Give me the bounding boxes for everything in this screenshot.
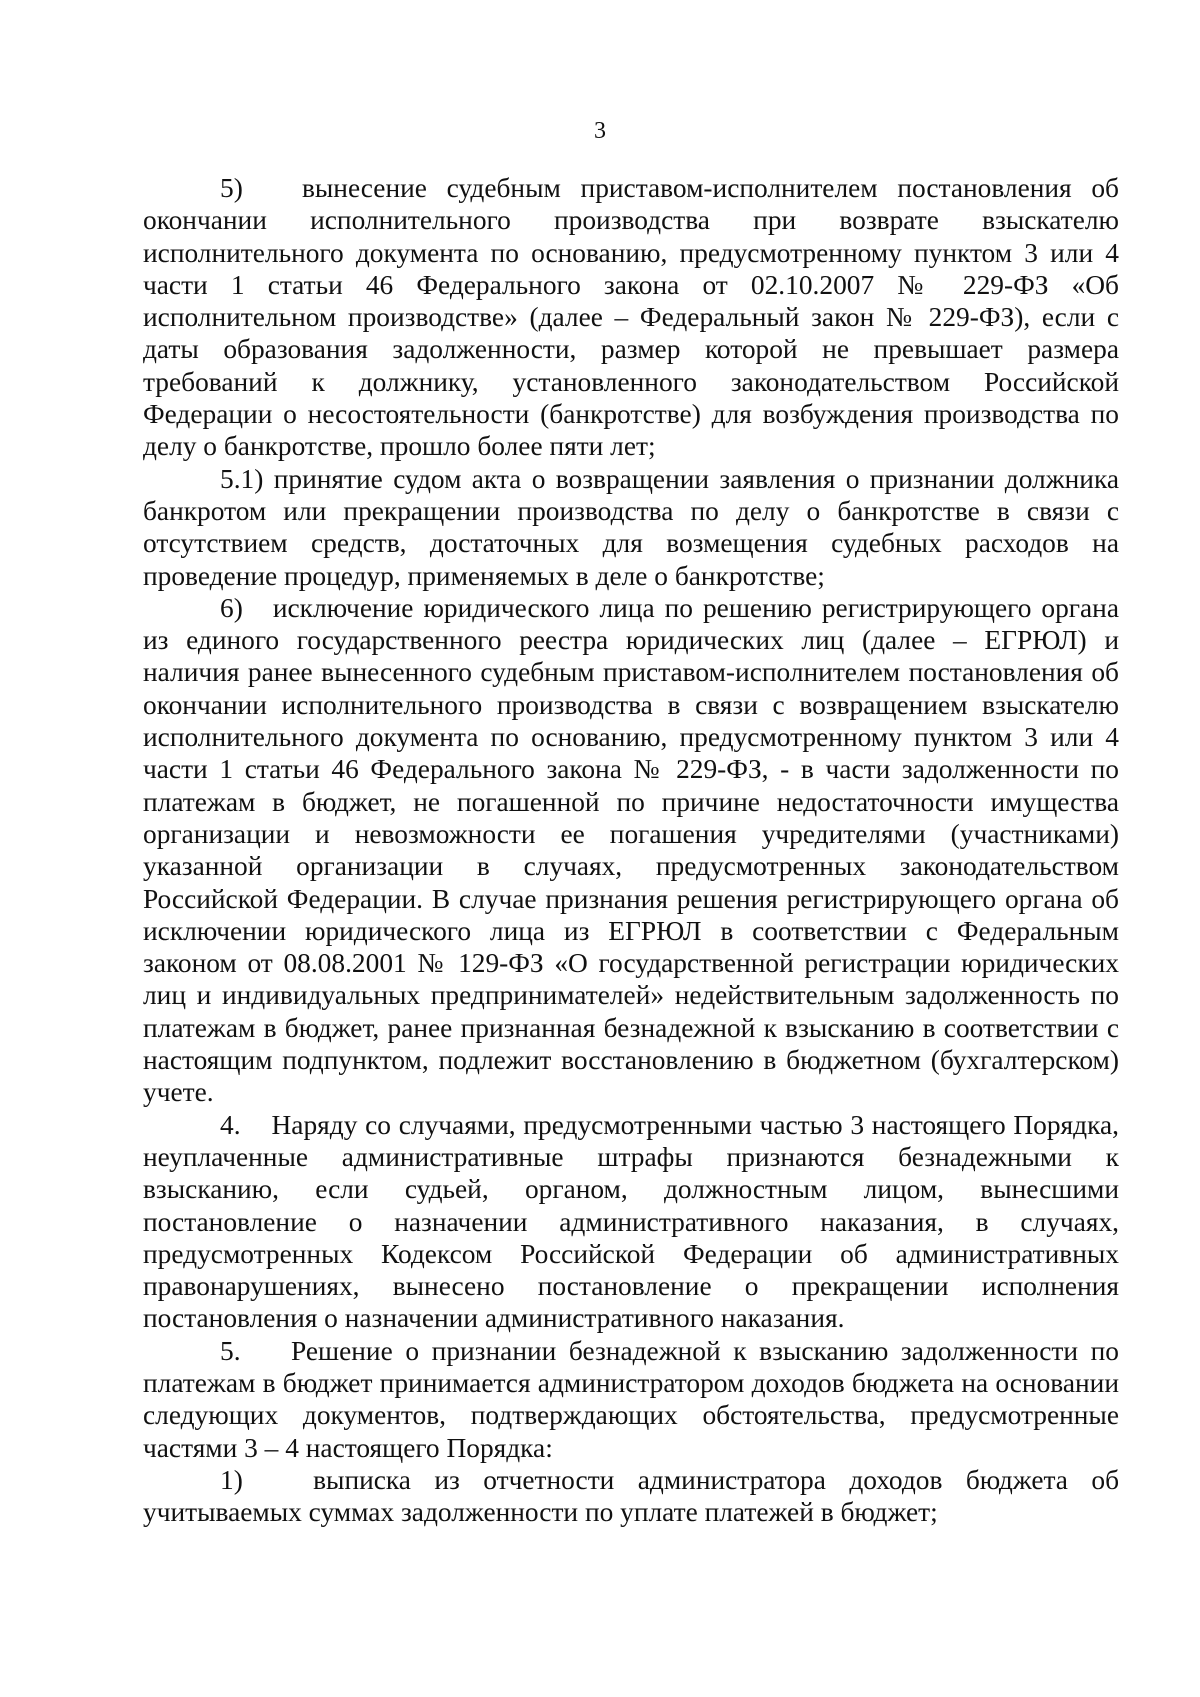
paragraph-marker: 1) <box>220 1464 243 1495</box>
paragraph-5-1 <box>143 463 1119 592</box>
paragraph-5 <box>143 172 1119 463</box>
section-5 <box>143 1335 1119 1464</box>
paragraph-text: принятие судом акта о возвращении заявления о признании должника банкротом или прекращении производства по делу о банкротстве в связи с отсутствием средств, достаточных для возмещения судебных расходов на проведение процедур, применяемых в деле о банкротстве; <box>143 463 1119 591</box>
paragraph-text: Решение о признании безнадежной к взысканию задолженности по платежам в бюджет принимается администратором доходов бюджета на основании следующих документов, подтверждающих обстоятельства, предусмотренные частями 3 – 4 настоящего Порядка: <box>143 1335 1120 1463</box>
section-4 <box>143 1109 1119 1335</box>
paragraph-marker: 5.1) <box>220 463 264 494</box>
paragraph-text: Наряду со случаями, предусмотренными частью 3 настоящего Порядка, неуплаченные административные штрафы признаются безнадежными к взысканию, если судьей, органом, должностным лицом, вынесшими постановление о назначении административного наказания, в случаях, предусмотренных Кодексом Российской Федерации об административных правонарушениях, вынесено постановление о прекращении исполнения постановления о назначении административного наказания. <box>143 1109 1119 1334</box>
paragraph-6 <box>143 592 1119 1109</box>
paragraph-marker: 4. <box>220 1109 241 1140</box>
paragraph-marker: 5) <box>220 173 243 203</box>
paragraph-marker: 5. <box>220 1335 241 1366</box>
paragraph-text: исключение юридического лица по решению регистрирующего органа из единого государственного реестра юридических лиц (далее – ЕГРЮЛ) и наличия ранее вынесенного судебным приставом-исполнителем постановления об окончании исполнительного производства в связи с возвращением взыскателю исполнительного документа по основанию, предусмотренному пунктом 3 или 4 части 1 статьи 46 Федерального закона № 229-ФЗ, - в части задолженности по платежам в бюджет, не погашенной по причине недостаточности имущества организации и невозможности ее погашения учредителями (участниками) указанной организации в случаях, предусмотренных законодательством Российской Федерации. В случае признания решения регистрирующего органа об исключении юридического лица из ЕГРЮЛ в соответствии с Федеральным законом от 08.08.2001 № 129-ФЗ «О государственной регистрации юридических лиц и индивидуальных предпринимателей» недействительным задолженность по платежам в бюджет, ранее признанная безнадежной к взысканию в соответствии с настоящим подпунктом, подлежит восстановлению в бюджетном (бухгалтерском) учете. <box>143 592 1119 1108</box>
paragraph-text: вынесение судебным приставом-исполнителем постановления об окончании исполнительного производства при возврате взыскателю исполнительного документа по основанию, предусмотренному пунктом 3 или 4 части 1 статьи 46 Федерального закона от 02.10.2007 № 229-ФЗ «Об исполнительном производстве» (далее – Федеральный закон № 229-ФЗ), если с даты образования задолженности, размер которой не превышает размера требований к должнику, установленного законодательством Российской Федерации о несостоятельности (банкротстве) для возбуждения производства по делу о банкротстве, прошло более пяти лет; <box>143 173 1119 462</box>
document-body <box>143 172 1119 1528</box>
paragraph-text: выписка из отчетности администратора доходов бюджета об учитываемых суммах задолженности по уплате платежей в бюджет; <box>143 1464 1120 1528</box>
paragraph-marker: 6) <box>220 592 243 623</box>
paragraph-1 <box>143 1464 1119 1529</box>
page-number: 3 <box>594 118 606 144</box>
